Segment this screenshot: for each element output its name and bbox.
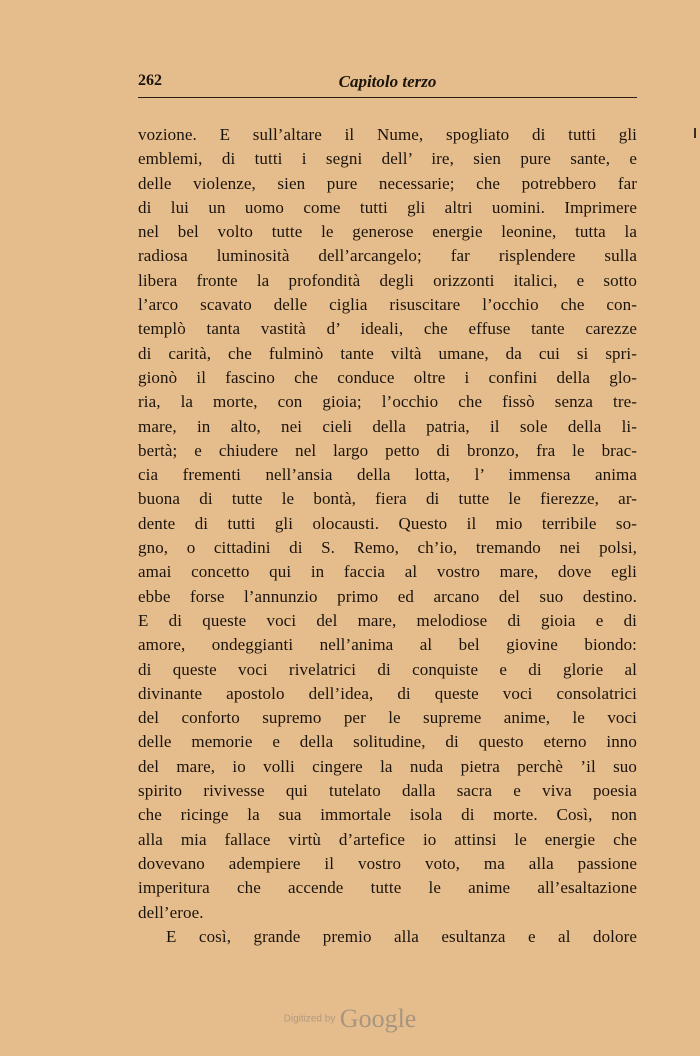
- text-line: radiosa luminosità dell’arcangelo; far risplendere sulla: [138, 246, 637, 266]
- text-line: mare, in alto, nei cieli della patria, il sole della li-: [138, 416, 637, 436]
- page-header: [138, 72, 637, 94]
- text-line: spirito rivivesse qui tutelato dalla sacra e viva poesia: [138, 781, 637, 801]
- running-head: Capitolo terzo: [338, 72, 437, 91]
- text-line: bertà; e chiudere nel largo petto di bronzo, fra le brac-: [138, 440, 637, 460]
- text-line: E di queste voci del mare, melodiose di gioia e di: [138, 610, 637, 630]
- text-line: l’arco scavato delle ciglia risuscitare l’occhio che con-: [138, 295, 637, 315]
- text-line: imperitura che accende tutte le anime all’esaltazione: [138, 878, 637, 898]
- text-line: delle violenze, sien pure necessarie; che potrebbero far: [138, 173, 637, 193]
- text-line: emblemi, di tutti i segni dell’ ire, sien pure sante, e: [138, 149, 637, 169]
- text-line-paragraph-start: E così, grande premio alla esultanza e al dolore: [166, 926, 637, 946]
- text-line: gno, o cittadini di S. Remo, ch’io, tremando nei polsi,: [138, 538, 637, 558]
- text-line: delle memorie e della solitudine, di questo eterno inno: [138, 732, 637, 752]
- text-line: ria, la morte, con gioia; l’occhio che fissò senza tre-: [138, 392, 637, 412]
- text-line: gionò il fascino che conduce oltre i confini della glo-: [138, 367, 637, 387]
- text-line: di lui un uomo come tutti gli altri uomini. Imprimere: [138, 197, 637, 217]
- body-text: [138, 123, 637, 949]
- text-line: cia frementi nell’ansia della lotta, l’ immensa anima: [138, 465, 637, 485]
- text-line: che ricinge la sua immortale isola di morte. Così, non: [138, 805, 637, 825]
- text-line: templò tanta vastità d’ ideali, che effuse tante carezze: [138, 319, 637, 339]
- text-line: amai concetto qui in faccia al vostro mare, dove egli: [138, 562, 637, 582]
- text-line: alla mia fallace virtù d’artefice io attinsi le energie che: [138, 829, 637, 849]
- digitized-watermark: [0, 1004, 700, 1034]
- text-line: libera fronte la profondità degli orizzonti italici, e sotto: [138, 270, 637, 290]
- text-line: del conforto supremo per le supreme anime, le voci: [138, 708, 637, 728]
- watermark-prefix: Digitized by: [283, 1013, 336, 1025]
- text-line: amore, ondeggianti nell’anima al bel giovine biondo:: [138, 635, 637, 655]
- page-number: 262: [138, 72, 162, 89]
- text-line: nel bel volto tutte le generose energie leonine, tutta la: [138, 222, 637, 242]
- text-line: dente di tutti gli olocausti. Questo il mio terribile so-: [138, 513, 637, 533]
- header-rule: [138, 97, 637, 98]
- text-line: buona di tutte le bontà, fiera di tutte le fierezze, ar-: [138, 489, 637, 509]
- text-line: dovevano adempiere il vostro voto, ma alla passione: [138, 853, 637, 873]
- text-line: di carità, che fulminò tante viltà umane, da cui si spri-: [138, 343, 637, 363]
- text-line-paragraph-end: dell’eroe.: [138, 902, 204, 922]
- page-edge-mark: [694, 128, 696, 138]
- text-line: di queste voci rivelatrici di conquiste e di glorie al: [138, 659, 637, 679]
- text-line: ebbe forse l’annunzio primo ed arcano del suo destino.: [138, 586, 637, 606]
- google-logo: Google: [339, 1004, 417, 1033]
- text-line: vozione. E sull’altare il Nume, spogliato di tutti gli: [138, 125, 637, 144]
- text-line: divinante apostolo dell’idea, di queste voci consolatrici: [138, 683, 637, 703]
- text-line: del mare, io volli cingere la nuda pietra perchè ’il suo: [138, 756, 637, 776]
